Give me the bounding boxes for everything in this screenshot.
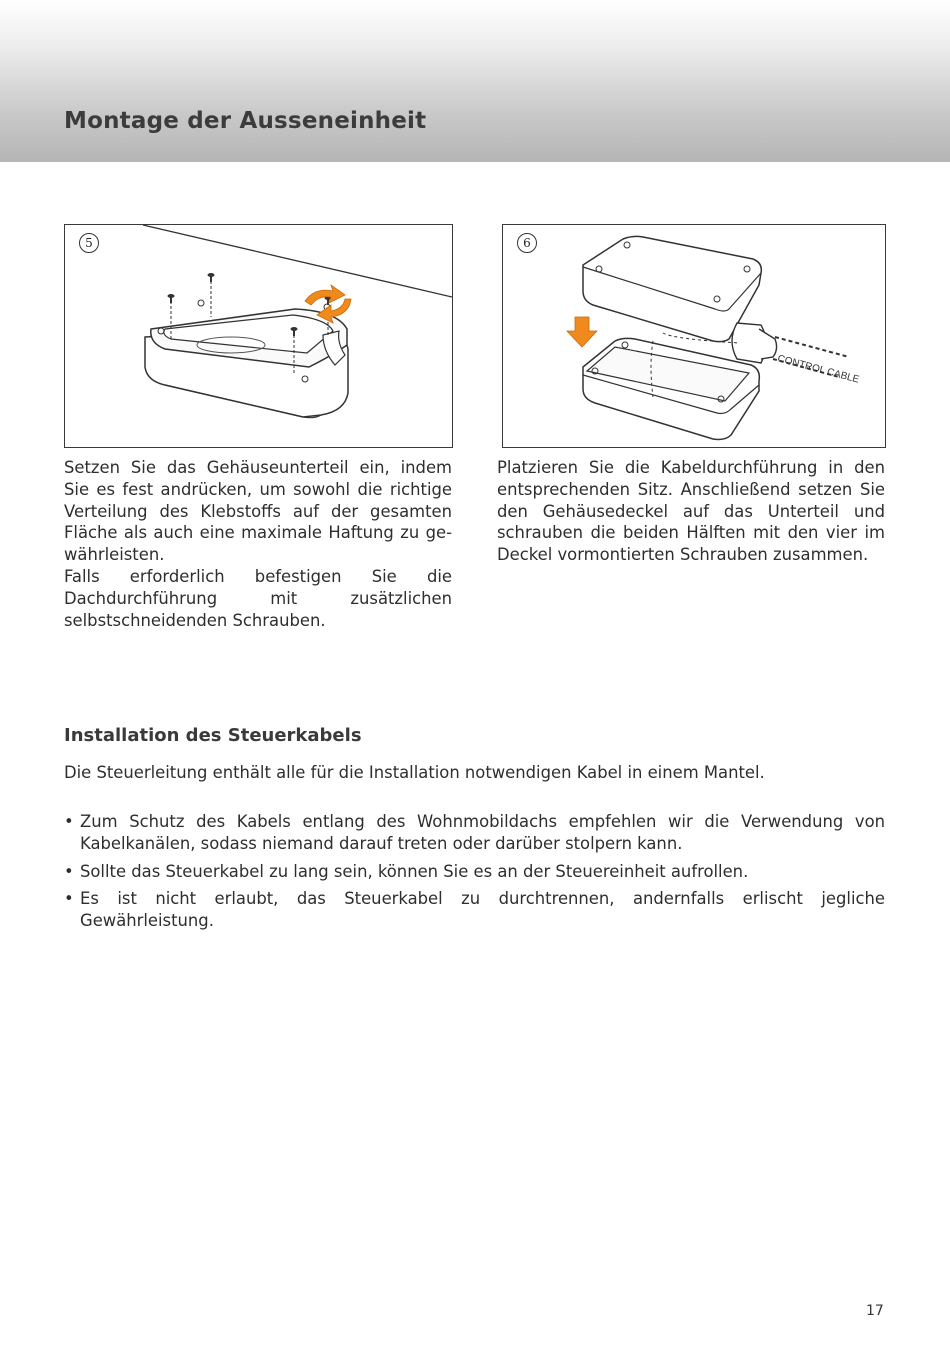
figure-step-5 xyxy=(64,224,453,448)
list-item xyxy=(64,888,885,932)
cable-label: CONTROL CABLE xyxy=(776,353,861,386)
step-6-text xyxy=(497,457,885,566)
step-number-badge: 5 xyxy=(79,233,99,253)
bullet-list xyxy=(64,811,885,938)
bullet-dot: • xyxy=(64,889,74,909)
list-item xyxy=(64,811,885,855)
list-item xyxy=(64,861,885,883)
down-arrow-icon xyxy=(567,317,597,347)
bullet-text: Sollte das Steuerkabel zu lang sein, können Sie es an der Steuereinheit aufrollen. xyxy=(80,861,749,881)
section-title: Installation des Steuerkabels xyxy=(64,725,362,746)
bullet-text: Zum Schutz des Kabels entlang des Wohnmobildachs empfehlen wir die Verwendung von Kabelkanälen, sodass niemand darauf treten oder darüber stolpern kann. xyxy=(80,812,885,853)
page-number: 17 xyxy=(866,1303,884,1319)
page-title: Montage der Ausseneinheit xyxy=(64,108,427,134)
bullet-dot: • xyxy=(64,812,74,831)
step-number-badge: 6 xyxy=(517,233,537,253)
bullet-dot: • xyxy=(64,861,74,881)
bullet-text: Es ist nicht erlaubt, das Steuerkabel zu durchtrennen, andernfalls erlischt jegliche Gewährleistung. xyxy=(80,889,885,931)
step-5-paragraph-1: Setzen Sie das Gehäuseunterteil ein, indem Sie es fest andrücken, um sowohl die richtige Verteilung des Klebstoffs auf der gesamten Fläche als auch eine maximale Haftung zu gewährleisten. xyxy=(64,458,452,565)
header-band xyxy=(0,0,950,162)
housing-lid-illustration xyxy=(503,225,885,447)
housing-base-illustration xyxy=(65,225,452,447)
figure-step-6 xyxy=(502,224,886,448)
step-5-paragraph-2: Falls erforderlich befestigen Sie die Dachdurchführung mit zusätzlichen selbstschneidenden Schrauben. xyxy=(64,566,452,630)
section-intro: Die Steuerleitung enthält alle für die Installation notwendigen Kabel in einem Mantel. xyxy=(64,763,765,782)
step-5-text xyxy=(64,457,452,631)
step-6-paragraph-1: Platzieren Sie die Kabeldurchführung in den entsprechenden Sitz. Anschließend setzen Sie den Gehäusedeckel auf das Unterteil und schrauben die beiden Hälften mit den vier im Deckel vormontierten Schrauben zusammen. xyxy=(497,458,885,565)
